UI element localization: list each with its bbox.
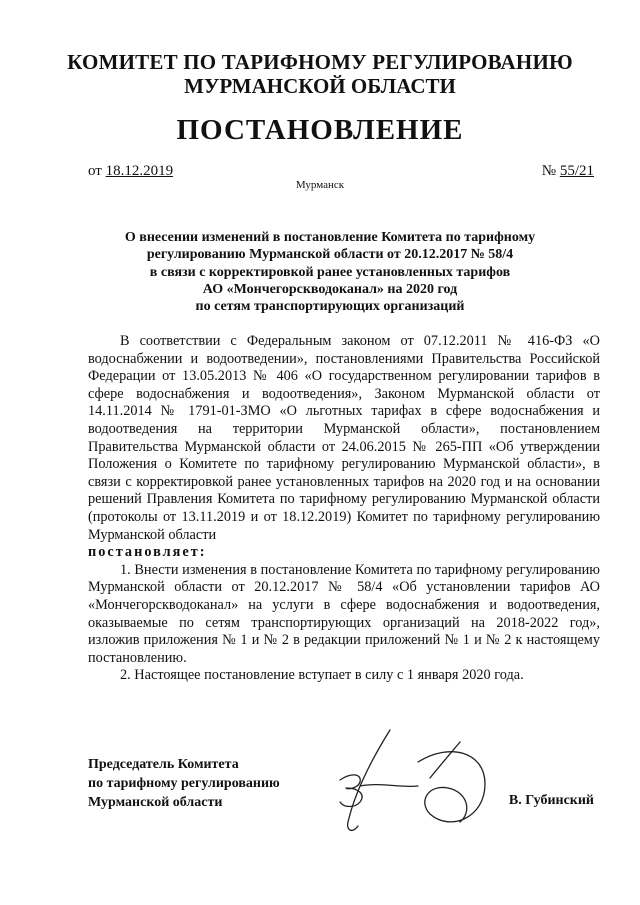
document-date xyxy=(88,163,173,180)
clause-2: 2. Настоящее постановление вступает в силу с 1 января 2020 года. xyxy=(120,667,524,684)
subject-line: АО «Мончегорскводоканал» на 2020 год xyxy=(202,281,458,297)
signatory-position xyxy=(88,755,280,812)
clause-1: 1. Внести изменения в постановление Комитета по тарифному регулированию Мурманской области от 20.12.2017 № 58/4 «Об установлении тарифов АО «Мончегорскводоканал» на услуги в сфере водоснабжения и водоотведения, оказываемые по сетям транспортирующих организаций на 2018-2022 год», изложив приложения № 1 и № 2 в редакции приложений № 1 и № 2 к настоящему постановлению. xyxy=(88,561,600,666)
organization-name-line1: КОМИТЕТ ПО ТАРИФНОМУ РЕГУЛИРОВАНИЮ xyxy=(67,50,573,74)
position-line: Председатель Комитета xyxy=(88,757,239,772)
document-city: Мурманск xyxy=(295,179,345,191)
signatory-name: В. Губинский xyxy=(508,793,594,808)
position-line: Мурманской области xyxy=(88,795,223,810)
document-number xyxy=(542,163,594,180)
subject-line: по сетям транспортирующих организаций xyxy=(195,299,465,315)
subject-line: О внесении изменений в постановление Комитета по тарифному xyxy=(124,230,536,245)
number-prefix: № xyxy=(541,163,557,179)
handwritten-signature xyxy=(300,722,500,837)
subject-line: регулированию Мурманской области от 20.12.2017 № 58/4 xyxy=(146,247,514,263)
position-line: по тарифному регулированию xyxy=(88,776,280,791)
date-prefix: от xyxy=(88,163,102,179)
document-type-title: ПОСТАНОВЛЕНИЕ xyxy=(176,114,464,146)
document-subject xyxy=(100,229,560,315)
document-body xyxy=(88,333,600,685)
preamble-paragraph: В соответствии с Федеральным законом от 07.12.2011 № 416-ФЗ «О водоснабжении и водоотведении», постановлениями Правительства Российской Федерации от 13.05.2013 № 406 «О государственном регулировании тарифов в сфере водоснабжения и водоотведения», Законом Мурманской области от 14.11.2014 № 1791-01-ЗМО «О льготных тарифах в сфере водоснабжения и водоотведения на территории Мурманской области», постановлением Правительства Мурманской области от 24.06.2015 № 265-ПП «Об утверждении Положения о Комитете по тарифному регулированию Мурманской области», в связи с корректировкой ранее установленных тарифов на 2020 год и на основании решений Правления Комитета по тарифному регулированию Мурманской области (протоколы от 13.11.2019 и от 18.12.2019) Комитет по тарифному регулированию Мурманской области xyxy=(88,333,600,543)
organization-name-line2: МУРМАНСКОЙ ОБЛАСТИ xyxy=(184,74,456,98)
date-value: 18.12.2019 xyxy=(105,163,174,179)
subject-line: в связи с корректировкой ранее установленных тарифов xyxy=(149,264,511,280)
resolution-word: постановляет: xyxy=(88,544,207,561)
number-value: 55/21 xyxy=(559,163,594,179)
